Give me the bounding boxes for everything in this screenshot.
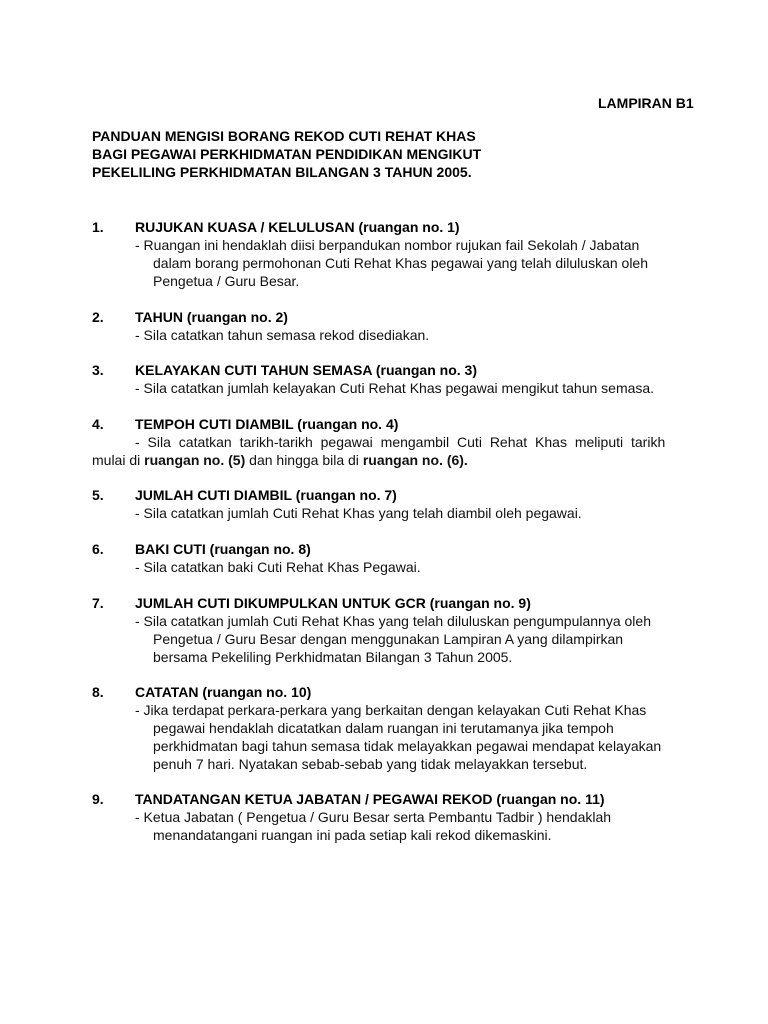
item-heading: JUMLAH CUTI DIAMBIL (ruangan no. 7) bbox=[135, 487, 397, 503]
item-heading: TAHUN (ruangan no. 2) bbox=[135, 309, 288, 325]
item-number: 7. bbox=[92, 595, 104, 611]
ruangan-6-ref: ruangan no. (6). bbox=[362, 452, 468, 468]
item-line: - Sila catatkan tarikh-tarikh pegawai mengambil Cuti Rehat Khas meliputi tarikh bbox=[135, 434, 666, 450]
ruangan-5-ref: ruangan no. (5) bbox=[144, 452, 246, 468]
item-line: dalam borang permohonan Cuti Rehat Khas pegawai yang telah diluluskan oleh bbox=[153, 255, 648, 271]
item-line: perkhidmatan bagi tahun semasa tidak melayakkan pegawai mendapat kelayakan bbox=[153, 738, 662, 754]
title-line-1: PANDUAN MENGISI BORANG REKOD CUTI REHAT KHAS bbox=[92, 128, 476, 144]
item-heading: TEMPOH CUTI DIAMBIL (ruangan no. 4) bbox=[135, 416, 399, 432]
item-line: menandatangani ruangan ini pada setiap kali rekod dikemaskini. bbox=[153, 827, 552, 843]
item-line: - Ketua Jabatan ( Pengetua / Guru Besar serta Pembantu Tadbir ) hendaklah bbox=[135, 809, 612, 825]
item-body bbox=[135, 558, 702, 576]
item-line: - Sila catatkan jumlah Cuti Rehat Khas yang telah diluluskan pengumpulannya oleh bbox=[135, 613, 651, 629]
item-body bbox=[135, 701, 702, 773]
item-heading: KELAYAKAN CUTI TAHUN SEMASA (ruangan no. 3) bbox=[135, 362, 477, 378]
item-line: - Sila catatkan jumlah kelayakan Cuti Rehat Khas pegawai mengikut tahun semasa. bbox=[135, 380, 655, 396]
lampiran-label: LAMPIRAN B1 bbox=[598, 95, 694, 111]
item-number: 6. bbox=[92, 541, 104, 557]
item-line: bersama Pekeliling Perkhidmatan Bilangan 3 Tahun 2005. bbox=[153, 649, 513, 665]
item-body bbox=[135, 808, 702, 844]
item-line: - Jika terdapat perkara-perkara yang berkaitan dengan kelayakan Cuti Rehat Khas bbox=[135, 702, 647, 718]
item-line: - Sila catatkan tahun semasa rekod disediakan. bbox=[135, 327, 430, 343]
document-title bbox=[92, 127, 652, 181]
item-number: 3. bbox=[92, 362, 104, 378]
item-heading: BAKI CUTI (ruangan no. 8) bbox=[135, 541, 311, 557]
item-number: 8. bbox=[92, 684, 104, 700]
item-number: 1. bbox=[92, 219, 104, 235]
item-number: 2. bbox=[92, 309, 104, 325]
item-line: - Sila catatkan jumlah Cuti Rehat Khas yang telah diambil oleh pegawai. bbox=[135, 505, 582, 521]
item-body bbox=[135, 612, 702, 666]
item-body bbox=[135, 236, 702, 290]
title-line-2: BAGI PEGAWAI PERKHIDMATAN PENDIDIKAN MENGIKUT bbox=[92, 146, 482, 162]
item-line: - Ruangan ini hendaklah diisi berpandukan nombor rujukan fail Sekolah / Jabatan bbox=[135, 237, 640, 253]
item-number: 5. bbox=[92, 487, 104, 503]
item-heading: JUMLAH CUTI DIKUMPULKAN UNTUK GCR (ruangan no. 9) bbox=[135, 595, 531, 611]
item-body bbox=[92, 433, 702, 469]
item-heading: CATATAN (ruangan no. 10) bbox=[135, 684, 312, 700]
item-line: - Sila catatkan baki Cuti Rehat Khas Pegawai. bbox=[135, 559, 421, 575]
item-line: Pengetua / Guru Besar dengan menggunakan Lampiran A yang dilampirkan bbox=[153, 631, 624, 647]
item-line: penuh 7 hari. Nyatakan sebab-sebab yang tidak melayakkan tersebut. bbox=[153, 756, 588, 772]
item-line: mulai di ruangan no. (5) dan hingga bila di ruangan no. (6). bbox=[92, 452, 468, 468]
item-body bbox=[135, 379, 702, 397]
item-heading: TANDATANGAN KETUA JABATAN / PEGAWAI REKOD (ruangan no. 11) bbox=[135, 791, 605, 807]
item-body bbox=[135, 326, 702, 344]
title-line-3: PEKELILING PERKHIDMATAN BILANGAN 3 TAHUN 2005. bbox=[92, 164, 472, 180]
item-line: pegawai hendaklah dicatatkan dalam ruangan ini terutamanya jika tempoh bbox=[153, 720, 614, 736]
item-heading: RUJUKAN KUASA / KELULUSAN (ruangan no. 1) bbox=[135, 219, 460, 235]
item-body bbox=[135, 504, 702, 522]
item-number: 9. bbox=[92, 791, 104, 807]
item-number: 4. bbox=[92, 416, 104, 432]
item-line: Pengetua / Guru Besar. bbox=[153, 273, 300, 289]
